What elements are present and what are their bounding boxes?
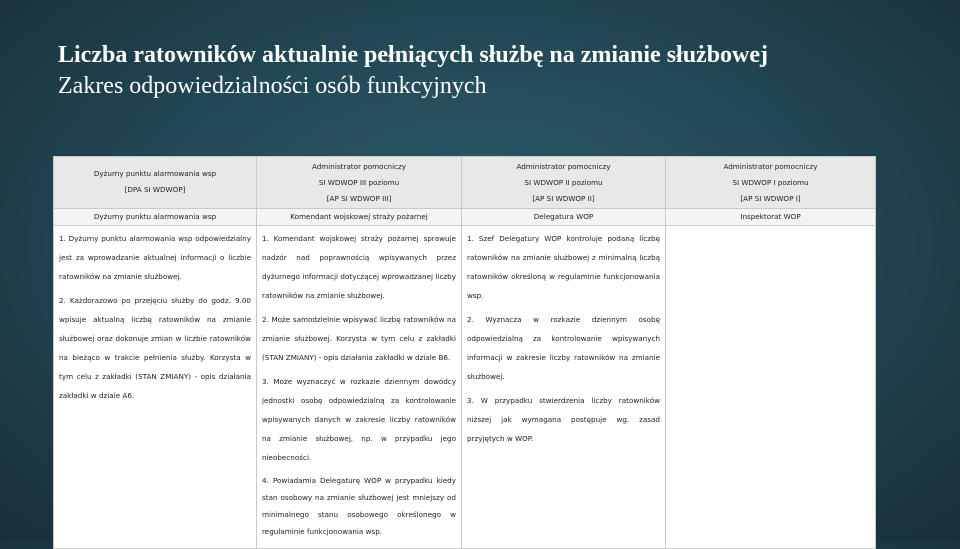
header-ap2-level: SI WDWOP II poziomu <box>524 178 603 187</box>
header-ap1-role: Administrator pomocniczy <box>723 162 818 171</box>
body-cell-inspektorat <box>666 226 876 549</box>
dpa-paragraph-2: 2. Każdorazowo po przejęciu służby do godz. 9.00 wpisuje aktualną liczbę ratowników na zmianie służbowej oraz dokonuje zmian w liczbie ratowników na bieżąco w trakcie pełnienia służby. Korzysta w tym celu z zakładki (STAN ZMIANY) - opis działania zakładki w dziale A6. <box>59 296 251 400</box>
responsibility-table <box>53 156 876 549</box>
header-ap1-abbr: [AP SI WDWOP I] <box>740 194 801 203</box>
header-cell-ap-level2 <box>462 157 666 209</box>
body-cell-delegatura <box>462 226 666 549</box>
header-ap3-role: Administrator pomocniczy <box>311 162 407 171</box>
header-ap3-level: SI WDWOP III poziomu <box>318 178 400 187</box>
table-body-row <box>54 226 876 549</box>
table-subheader-row <box>54 209 876 226</box>
body-cell-komendant <box>257 226 462 549</box>
slide-subtitle: Zakres odpowiedzialności osób funkcyjnych <box>58 73 487 99</box>
dpa-paragraph-1: 1. Dyżurny punktu alarmowania wsp odpowiedzialny jest za wprowadzanie aktualnej informacji o liczbie ratowników na zmianie służbowej. <box>59 234 251 281</box>
header-cell-ap-level1 <box>666 157 876 209</box>
header-dpa-role: Dyżurny punktu alarmowania wsp <box>93 169 217 178</box>
header-cell-dpa <box>54 157 257 209</box>
slide-title-block <box>58 40 918 102</box>
header-dpa-abbr: [DPA SI WDWOP] <box>124 185 186 194</box>
komendant-paragraph-4: 4. Powiadamia Delegaturę WOP w przypadku kiedy stan osobowy na zmianie służbowej jest mniejszy od minimalnego stanu osobowego określonego w regulaminie funkcjonowania wsp. <box>262 476 456 536</box>
subheader-inspektorat: Inspektorat WOP <box>666 209 876 226</box>
delegatura-paragraph-3: 3. W przypadku stwierdzenia liczby ratowników niższej jak wymagana postępuje wg. zasad przyjętych w WOP. <box>467 396 660 443</box>
header-ap3-abbr: [AP SI WDWOP III] <box>326 194 392 203</box>
komendant-paragraph-1: 1. Komendant wojskowej straży pożarnej sprawuje nadzór nad poprawnością wpisywanych przez dyżurnego informacji dotyczącej wprowadzanej liczby ratowników na zmianie służbowej. <box>262 234 456 300</box>
komendant-paragraph-3: 3. Może wyznaczyć w rozkazie dziennym dowódcy jednostki osobę odpowiedzialną za kontrolowanie wpisywanych danych w zakresie liczby ratowników na zmianie służbowej, np. w przypadku jego nieobecności. <box>262 377 456 462</box>
body-cell-dpa <box>54 226 257 549</box>
subheader-delegatura: Delegatura WOP <box>462 209 666 226</box>
subheader-dpa: Dyżurny punktu alarmowania wsp <box>54 209 257 226</box>
header-cell-ap-level3 <box>257 157 462 209</box>
subheader-komendant: Komendant wojskowej straży pożarnej <box>257 209 462 226</box>
header-ap2-abbr: [AP SI WDWOP II] <box>532 194 595 203</box>
komendant-paragraph-2: 2. Może samodzielnie wpisywać liczbę ratowników na zmianie służbowej. Korzysta w tym celu z zakładki (STAN ZMIANY) - opis działania zakładki w dziale B6. <box>262 315 456 362</box>
slide-title: Liczba ratowników aktualnie pełniących służbę na zmianie służbowej <box>58 42 769 68</box>
header-ap2-role: Administrator pomocniczy <box>516 162 611 171</box>
header-ap1-level: SI WDWOP I poziomu <box>732 178 809 187</box>
table-header-row <box>54 157 876 209</box>
delegatura-paragraph-1: 1. Szef Delegatury WOP kontroluje podaną liczbę ratowników na zmianie służbowej z minimalną liczbą ratowników określoną w regulaminie funkcjonowania wsp. <box>467 234 660 300</box>
delegatura-paragraph-2: 2. Wyznacza w rozkazie dziennym osobę odpowiedzialną za kontrolowanie wpisywanych informacji w zakresie liczby ratowników na zmianie służbowej. <box>467 315 660 381</box>
